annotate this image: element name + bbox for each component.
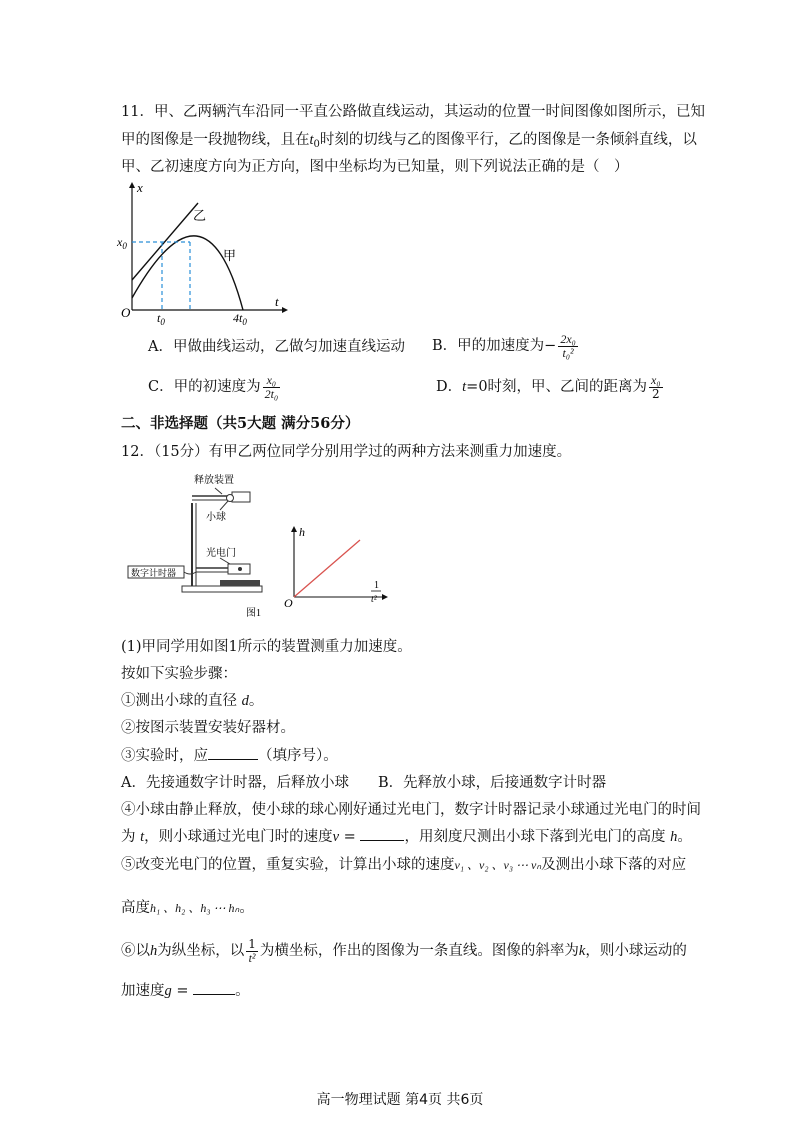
jia-label: 甲 — [223, 248, 237, 263]
base-plate — [182, 586, 262, 592]
timer-label: 数字计时器 — [131, 568, 177, 578]
q11-line1: 11．甲、乙两辆汽车沿同一平直公路做直线运动，其运动的位置一时间图像如图所示，已知 — [121, 104, 705, 120]
x-axis-num: 1 — [374, 580, 379, 591]
q12-step-6-cont: 加速度g = 。 — [121, 980, 250, 1001]
q12-step-1: ①测出小球的直径 d。 — [121, 693, 264, 709]
origin-label-2: O — [284, 596, 293, 610]
h-line — [294, 540, 360, 597]
q11-option-a: A．甲做曲线运动，乙做匀加速直线运动 — [148, 339, 405, 355]
q12-step-3: ③实验时，应 （填序号）。 — [121, 745, 338, 766]
curve-jia — [132, 236, 243, 310]
q12-choice-b: B．先释放小球，后接通数字计时器 — [378, 775, 607, 791]
t-axis-label: t — [275, 294, 279, 309]
release-device — [232, 492, 250, 502]
gate-label: 光电门 — [206, 548, 236, 559]
q12-choice-a: A．先接通数字计时器，后释放小球 — [121, 775, 349, 791]
x0-label: $x_0$ — [117, 235, 127, 251]
q12-step-5: ⑤改变光电门的位置，重复实验，计算出小球的速度v₁ 、v₂ 、v₃ ⋯ vₙ及测出小球下落的对应 — [121, 857, 687, 873]
ball-label: 小球 — [206, 512, 226, 523]
x-axis-arrow — [129, 182, 135, 188]
q11-option-c: C．甲的初速度为 $\frac{\text{x₀}}{\text{2t₀}}$ — [148, 372, 279, 401]
q11-xt-graph — [115, 180, 290, 327]
q12-step-intro: (1)甲同学用如图1所示的装置测重力加速度。 — [121, 639, 412, 655]
answer-blank-g[interactable] — [193, 980, 235, 995]
q11-line3: 甲、乙初速度方向为正方向，图中坐标均为已知量，则下列说法正确的是（ ） — [121, 159, 629, 175]
x-axis-den: t² — [371, 594, 377, 605]
answer-blank-velocity[interactable] — [360, 826, 404, 841]
q11-line2: 甲的图像是一段抛物线，且在$t_0$时刻的切线与乙的图像平行，乙的图像是一条倾斜直线，以 — [121, 132, 697, 150]
q12-step-5-cont: 高度h₁ 、h₂ 、h₃ ⋯ hₙ。 — [121, 900, 254, 916]
q12-step-4-cont: 为 t，则小球通过光电门时的速度v = ，用刻度尺测出小球下落到光电门的高度 h。 — [121, 826, 692, 847]
q12-step-2: ②按图示装置安装好器材。 — [121, 720, 295, 736]
pad — [220, 580, 260, 586]
t0-label: $t_0$ — [157, 311, 165, 327]
x-axis-label: x — [137, 180, 143, 195]
page-footer: 高一物理试题 第4页 共6页 — [316, 1092, 484, 1108]
h-graph — [282, 522, 392, 612]
q11-option-d: D．t=0时刻，甲、乙间的距离为 $\frac{\text{x₀}}{2}$ — [436, 372, 661, 401]
h-axis-label: h — [299, 525, 305, 539]
figure-caption: 图1 — [246, 608, 261, 619]
q11-option-b: B．甲的加速度为− $\frac{\text{2x₀}}{\text{t₀²}}$ — [432, 331, 576, 360]
q12-step-6: ⑥以h为纵坐标，以 $\frac{1}{\text{t²}}$ 为横坐标，作出的图像为一条直线。图像的斜率为k，则小球运动的 — [121, 936, 687, 965]
section-heading: 二、非选择题（共5大题 满分56分） — [121, 415, 360, 432]
q12-step-4: ④小球由静止释放，使小球的球心刚好通过光电门，数字计时器记录小球通过光电门的时间 — [121, 802, 701, 818]
release-label: 释放装置 — [194, 475, 234, 486]
4t0-label: $4t_0$ — [233, 311, 247, 327]
q12-step-list-head: 按如下实验步骤： — [121, 666, 237, 682]
origin-label: O — [121, 305, 131, 320]
t-axis-arrow — [282, 307, 288, 313]
ball-icon — [227, 495, 234, 502]
apparatus-figure — [120, 468, 265, 623]
yi-label: 乙 — [193, 208, 207, 223]
q12-head: 12．（15分）有甲乙两位同学分别用学过的两种方法来测重力加速度。 — [121, 444, 572, 460]
answer-blank-step3[interactable] — [208, 745, 258, 760]
